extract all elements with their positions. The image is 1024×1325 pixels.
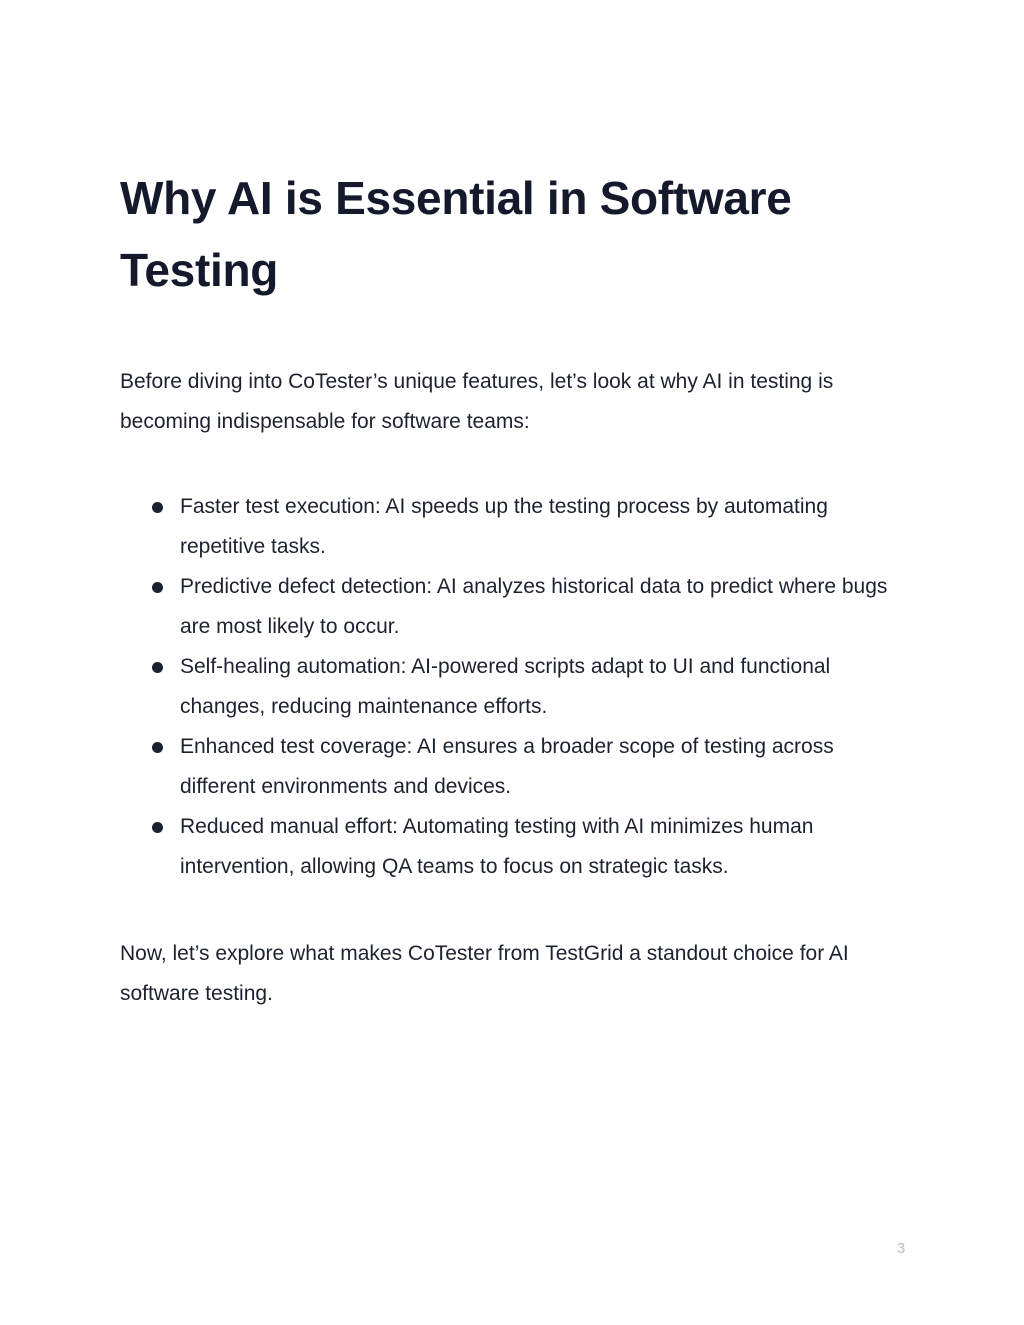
page-heading: Why AI is Essential in Software Testing [120, 172, 792, 296]
list-item [120, 487, 910, 567]
list-item-text: Predictive defect detection: AI analyzes historical data to predict where bugs are most likely to occur. [180, 575, 888, 638]
benefits-list [120, 487, 910, 887]
intro-paragraph: Before diving into CoTester’s unique features, let’s look at why AI in testing is becoming indispensable for software teams: [120, 370, 834, 433]
list-item [120, 567, 910, 647]
bullet-icon [152, 662, 163, 673]
list-item-text: Enhanced test coverage: AI ensures a broader scope of testing across different environments and devices. [180, 735, 834, 798]
list-item [120, 807, 910, 887]
bullet-icon [152, 502, 163, 513]
bullet-icon [152, 822, 163, 833]
page-number: 3 [896, 1240, 906, 1257]
list-item-text: Reduced manual effort: Automating testing with AI minimizes human intervention, allowing QA teams to focus on strategic tasks. [180, 815, 814, 878]
list-item [120, 647, 910, 727]
list-item [120, 727, 910, 807]
list-item-text: Self-healing automation: AI-powered scripts adapt to UI and functional changes, reducing maintenance efforts. [180, 655, 831, 718]
bullet-icon [152, 582, 163, 593]
closing-paragraph: Now, let’s explore what makes CoTester from TestGrid a standout choice for AI software testing. [120, 942, 849, 1005]
list-item-text: Faster test execution: AI speeds up the testing process by automating repetitive tasks. [180, 495, 828, 558]
bullet-icon [152, 742, 163, 753]
